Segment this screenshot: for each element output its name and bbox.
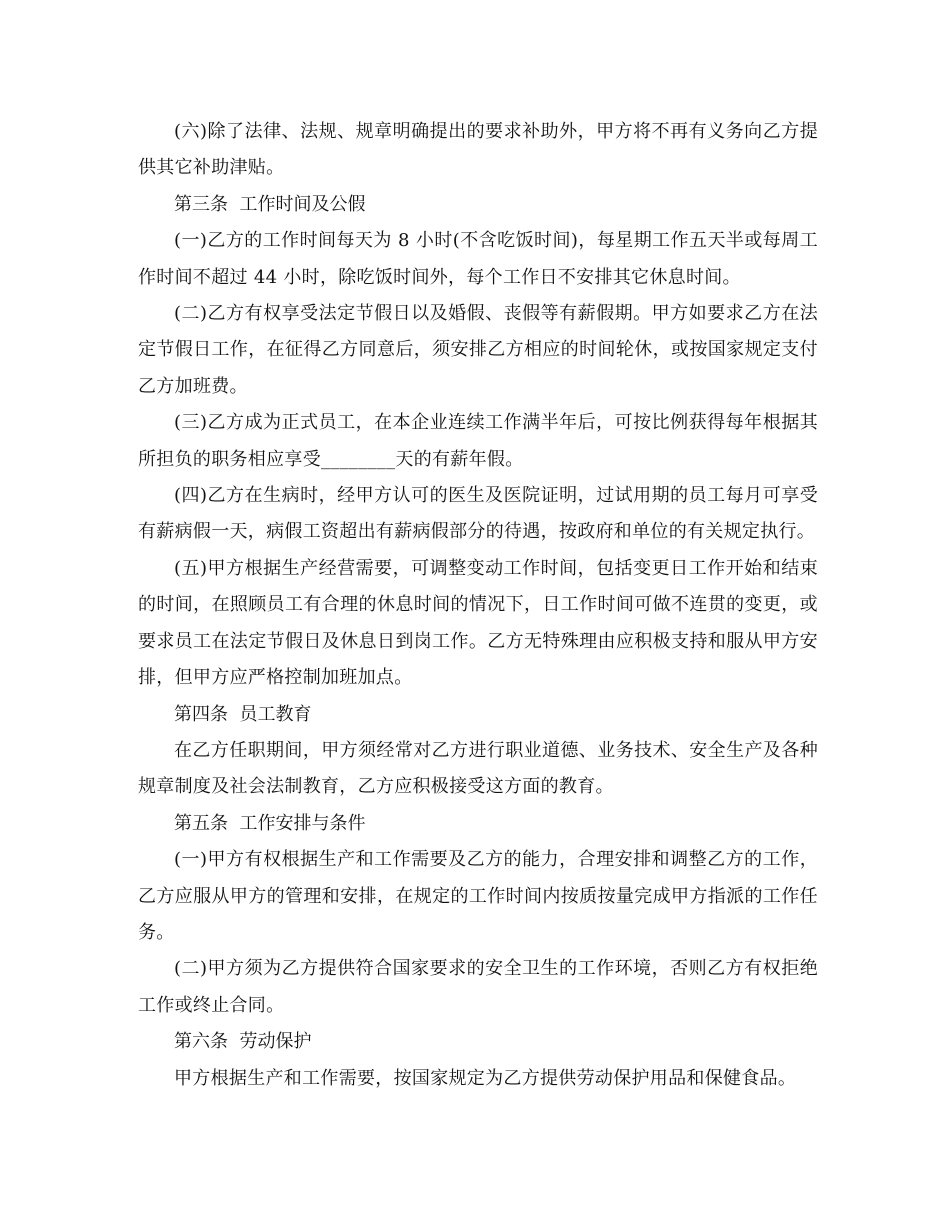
- heading-article-3: 第三条 工作时间及公假: [174, 193, 366, 215]
- heading-article-4: 第四条 员工教育: [174, 703, 312, 725]
- paragraph-safe-environment: (二)甲方须为乙方提供符合国家要求的安全卫生的工作环境，否则乙方有权拒绝工作或终止合同。: [138, 958, 818, 1016]
- paragraph-sick-leave: (四)乙方在生病时，经甲方认可的医生及医院证明，过试用期的员工每月可享受有薪病假一天，病假工资超出有薪病假部分的待遇，按政府和单位的有关规定执行。: [138, 485, 818, 543]
- paragraph-work-assignment: (一)甲方有权根据生产和工作需要及乙方的能力，合理安排和调整乙方的工作，乙方应服从甲方的管理和安排，在规定的工作时间内按质按量完成甲方指派的工作任务。: [138, 849, 818, 943]
- paragraph-schedule-adjustment: (五)甲方根据生产经营需要，可调整变动工作时间，包括变更日工作开始和结束的时间，在照顾员工有合理的休息时间的情况下，日工作时间可做不连贯的变更，或要求员工在法定节假日及休息日到岗工作。乙方无特殊理由应积极支持和服从甲方安排，但甲方应严格控制加班加点。: [138, 557, 818, 689]
- paragraph-subsidy-clause: (六)除了法律、法规、规章明确提出的要求补助外，甲方将不再有义务向乙方提供其它补助津贴。: [138, 121, 818, 179]
- paragraph-annual-leave: (三)乙方成为正式员工，在本企业连续工作满半年后，可按比例获得每年根据其所担负的职务相应享受________天的有薪年假。: [138, 412, 818, 470]
- paragraph-labor-protection: 甲方根据生产和工作需要，按国家规定为乙方提供劳动保护用品和保健食品。: [174, 1067, 797, 1089]
- document-body: [138, 114, 818, 1097]
- paragraph-working-hours: (一)乙方的工作时间每天为 8 小时(不含吃饭时间)，每星期工作五天半或每周工作时间不超过 44 小时，除吃饭时间外，每个工作日不安排其它休息时间。: [138, 230, 818, 288]
- paragraph-employee-education: 在乙方任职期间，甲方须经常对乙方进行职业道德、业务技术、安全生产及各种规章制度及社会法制教育，乙方应积极接受这方面的教育。: [138, 739, 818, 798]
- heading-article-6: 第六条 劳动保护: [174, 1031, 312, 1053]
- heading-article-5: 第五条 工作安排与条件: [174, 812, 366, 834]
- paragraph-statutory-holidays: (二)乙方有权享受法定节假日以及婚假、丧假等有薪假期。甲方如要求乙方在法定节假日工作，在征得乙方同意后，须安排乙方相应的时间轮休，或按国家规定支付乙方加班费。: [138, 303, 818, 397]
